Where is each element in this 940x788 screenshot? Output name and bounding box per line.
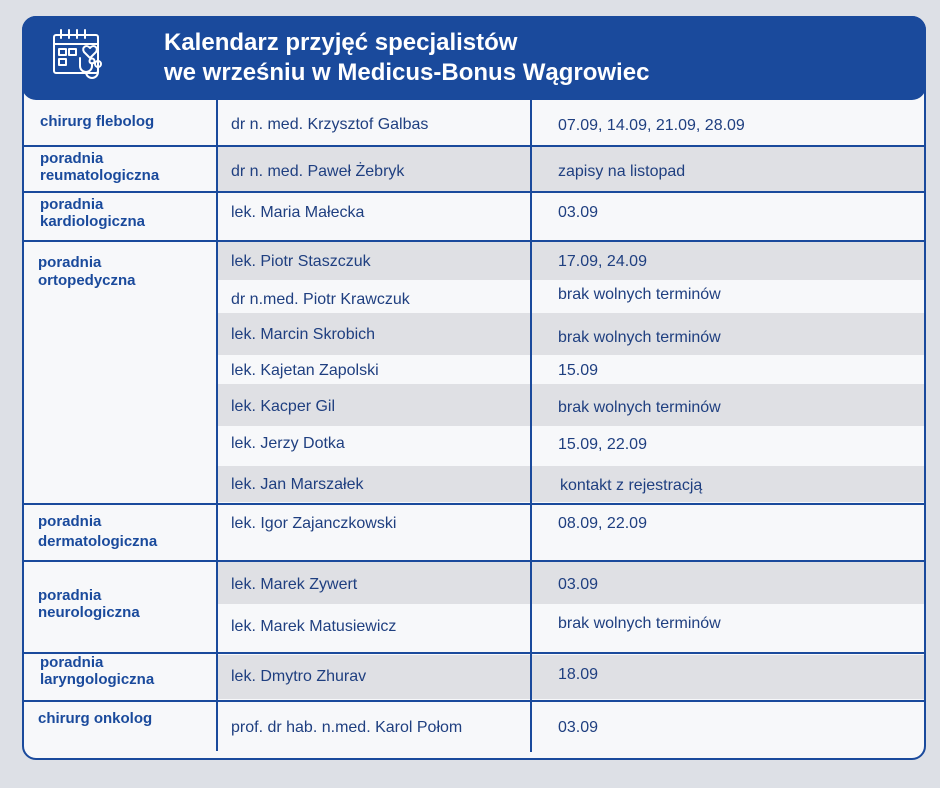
appointment-dates: brak wolnych terminów — [558, 615, 721, 632]
category-label — [40, 196, 145, 230]
category-line: kardiologiczna — [40, 213, 146, 230]
doctor-name: lek. Marcin Skrobich — [231, 326, 376, 343]
column-divider — [530, 100, 532, 752]
category-label: chirurg flebolog — [40, 113, 155, 130]
doctor-name: lek. Piotr Staszczuk — [231, 253, 371, 270]
category-line: poradnia — [40, 654, 104, 671]
title-line-2: we wrześniu w Medicus-Bonus Wągrowiec — [164, 59, 650, 86]
doctor-name: lek. Jan Marszałek — [231, 476, 364, 493]
appointment-dates: 07.09, 14.09, 21.09, 28.09 — [558, 117, 745, 134]
calendar-medical-icon — [50, 26, 112, 88]
title-line-1: Kalendarz przyjęć specjalistów — [164, 29, 518, 56]
appointment-dates: 15.09 — [558, 362, 599, 379]
category-label — [38, 254, 136, 289]
doctor-name: lek. Igor Zajanczkowski — [231, 515, 397, 532]
appointment-dates: 03.09 — [558, 719, 599, 736]
doctor-name: dr n. med. Paweł Żebryk — [231, 163, 405, 180]
category-label — [40, 150, 159, 184]
doctor-name: dr n. med. Krzysztof Galbas — [231, 116, 429, 133]
row-divider — [24, 240, 926, 242]
category-label: chirurg onkolog — [38, 710, 153, 727]
category-line: poradnia — [40, 150, 104, 167]
category-line: poradnia — [38, 254, 102, 271]
appointment-dates: kontakt z rejestracją — [560, 477, 703, 494]
category-line: poradnia — [38, 513, 102, 530]
doctor-name: dr n.med. Piotr Krawczuk — [231, 291, 410, 308]
doctor-name: lek. Dmytro Zhurav — [231, 668, 367, 685]
row-divider — [24, 145, 926, 147]
category-line: ortopedyczna — [38, 272, 136, 289]
appointment-dates: 15.09, 22.09 — [558, 436, 647, 453]
category-line: laryngologiczna — [40, 671, 155, 688]
category-label — [38, 587, 140, 621]
appointment-dates: brak wolnych terminów — [558, 329, 721, 346]
doctor-name: lek. Marek Matusiewicz — [231, 618, 397, 635]
row-divider — [24, 652, 926, 654]
row-divider — [24, 191, 926, 193]
doctor-name: lek. Jerzy Dotka — [231, 435, 345, 452]
doctor-name: lek. Maria Małecka — [231, 204, 365, 221]
appointment-dates: 08.09, 22.09 — [558, 515, 647, 532]
doctor-name: lek. Kajetan Zapolski — [231, 362, 379, 379]
appointment-dates: brak wolnych terminów — [558, 399, 721, 416]
row-divider — [24, 700, 926, 702]
doctor-name: lek. Kacper Gil — [231, 398, 336, 415]
doctor-name: prof. dr hab. n.med. Karol Połom — [231, 719, 463, 736]
category-line: neurologiczna — [38, 604, 140, 621]
appointment-dates: zapisy na listopad — [558, 163, 686, 180]
appointment-dates: brak wolnych terminów — [558, 286, 721, 303]
appointment-dates: 17.09, 24.09 — [558, 253, 647, 270]
row-divider — [24, 560, 926, 562]
appointment-dates: 03.09 — [558, 204, 599, 221]
header-banner — [22, 16, 926, 100]
category-line: dermatologiczna — [38, 533, 158, 550]
category-line: reumatologiczna — [40, 167, 160, 184]
column-divider — [216, 100, 218, 751]
category-label — [40, 654, 154, 688]
category-line: poradnia — [38, 587, 102, 604]
appointment-dates: 18.09 — [558, 666, 599, 683]
appointment-dates: 03.09 — [558, 576, 599, 593]
category-line: poradnia — [40, 196, 104, 213]
page-title — [164, 28, 649, 88]
category-label — [38, 513, 157, 550]
doctor-name: lek. Marek Zywert — [231, 576, 358, 593]
row-divider — [24, 503, 926, 505]
